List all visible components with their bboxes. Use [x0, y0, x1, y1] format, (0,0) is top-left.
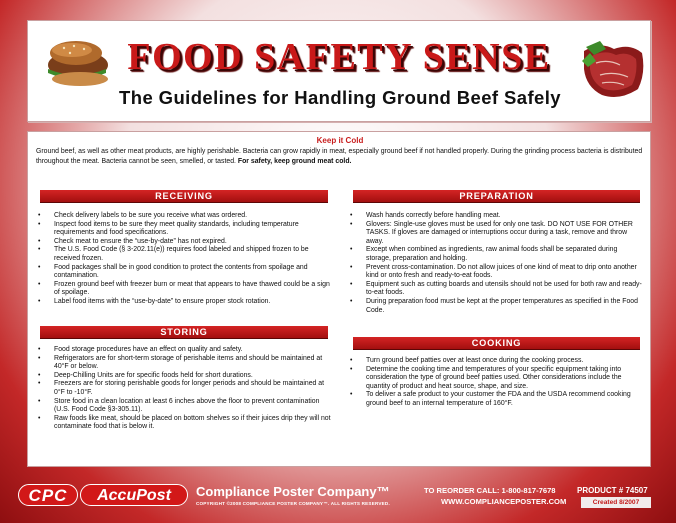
- list-item: • Turn ground beef patties over at least once during the cooking process.: [348, 357, 644, 366]
- list-item: • Raw foods like meat, should be placed on bottom shelves so if their juices drip they will not contaminate food that is below it.: [36, 415, 334, 432]
- preparation-heading: PREPARATION: [353, 190, 640, 203]
- cooking-list: [348, 357, 644, 409]
- list-item: • Food storage procedures have an effect on quality and safety.: [36, 346, 334, 355]
- raw-beef-steak-icon: [580, 39, 648, 105]
- list-item: • Glovers: Single-use gloves must be used for only one task. DO NOT USE FOR OTHER TASKS. If gloves are damaged or interruptions occur during a task, remove and throw away.: [348, 221, 644, 247]
- keep-it-cold-text: [36, 147, 644, 166]
- list-item: • Wash hands correctly before handling meat.: [348, 212, 644, 221]
- list-item: • During preparation food must be kept at the proper temperatures as specified in the Food Code.: [348, 298, 644, 315]
- receiving-heading: RECEIVING: [40, 190, 328, 203]
- website-link[interactable]: WWW.COMPLIANCEPOSTER.COM: [441, 497, 567, 506]
- cooking-heading: COOKING: [353, 337, 640, 350]
- reorder-phone: TO REORDER CALL: 1-800-817-7678: [424, 486, 556, 495]
- company-name: Compliance Poster Company™: [196, 484, 390, 499]
- list-item: • Prevent cross-contamination. Do not allow juices of one kind of meat to drip onto another kind or onto fresh and ready-to-eat foods.: [348, 264, 644, 281]
- header-panel: [27, 20, 651, 122]
- content-panel: [27, 131, 651, 467]
- list-item: • The U.S. Food Code (§ 3-202.11(e)) requires food labeled and shipped frozen to be received frozen.: [36, 246, 334, 263]
- list-item: • Label food items with the “use-by-date” to ensure proper stock rotation.: [36, 298, 334, 307]
- list-item: • Inspect food items to be sure they meet quality standards, including temperature requirements and food specifications.: [36, 221, 334, 238]
- created-date-badge: Created 8/2007: [581, 497, 651, 508]
- page-title: FOOD SAFETY SENSE: [127, 36, 551, 78]
- preparation-list: [348, 212, 644, 315]
- list-item: • Freezers are for storing perishable goods for longer periods and should be maintained at 0°F to -10°F.: [36, 380, 334, 397]
- list-item: • Refrigerators are for short-term storage of perishable items and should be maintained at 40°F or below.: [36, 355, 334, 372]
- storing-list: [36, 346, 334, 432]
- list-item: • Deep-Chilling Units are for specific foods held for short durations.: [36, 372, 334, 381]
- list-item: • Food packages shall be in good condition to protect the contents from spoilage and contamination.: [36, 264, 334, 281]
- hamburger-icon: [36, 35, 126, 91]
- receiving-list: [36, 212, 334, 307]
- list-item: • Store food in a clean location at least 6 inches above the floor to prevent contamination (U.S. Food Code §3-305.11).: [36, 398, 334, 415]
- storing-heading: STORING: [40, 326, 328, 339]
- intro-text: Ground beef, as well as other meat products, are highly perishable. Bacteria can grow rapidly in meat, especially ground beef if not handled properly. During the grinding process bacteria is distributed throughout the meat. Bacteria cannot be seen, smelled, or tasted.: [36, 148, 643, 165]
- copyright-text: COPYRIGHT ©2008 COMPLIANCE POSTER COMPANY™. ALL RIGHTS RESERVED.: [196, 501, 390, 506]
- list-item: • Except when combined as ingredients, raw animal foods shall be separated during storage, preparation and holding.: [348, 246, 644, 263]
- product-number: PRODUCT # 74507: [577, 486, 648, 495]
- list-item: • Equipment such as cutting boards and utensils should not be used for both raw and ready-to-eat foods.: [348, 281, 644, 298]
- intro-emphasis: For safety, keep ground meat cold.: [237, 157, 352, 165]
- accupost-logo: AccuPost: [80, 484, 188, 506]
- footer: [0, 478, 676, 523]
- list-item: • Check delivery labels to be sure you receive what was ordered.: [36, 212, 334, 221]
- keep-it-cold-heading: Keep it Cold: [316, 136, 364, 145]
- cpc-logo: CPC: [18, 484, 78, 506]
- list-item: • To deliver a safe product to your customer the FDA and the USDA recommend cooking ground beef to an internal temperature of 160°F.: [348, 391, 644, 408]
- list-item: • Determine the cooking time and temperatures of your specific equipment taking into consideration the type of ground beef patties used. Other considerations include the quantity of product and heat source, shape, and size.: [348, 366, 644, 392]
- list-item: • Frozen ground beef with freezer burn or meat that appears to have thawed could be a sign of spoilage.: [36, 281, 334, 298]
- list-item: • Check meat to ensure the “use-by-date” has not expired.: [36, 238, 334, 247]
- page-subtitle: The Guidelines for Handling Ground Beef Safely: [119, 87, 561, 108]
